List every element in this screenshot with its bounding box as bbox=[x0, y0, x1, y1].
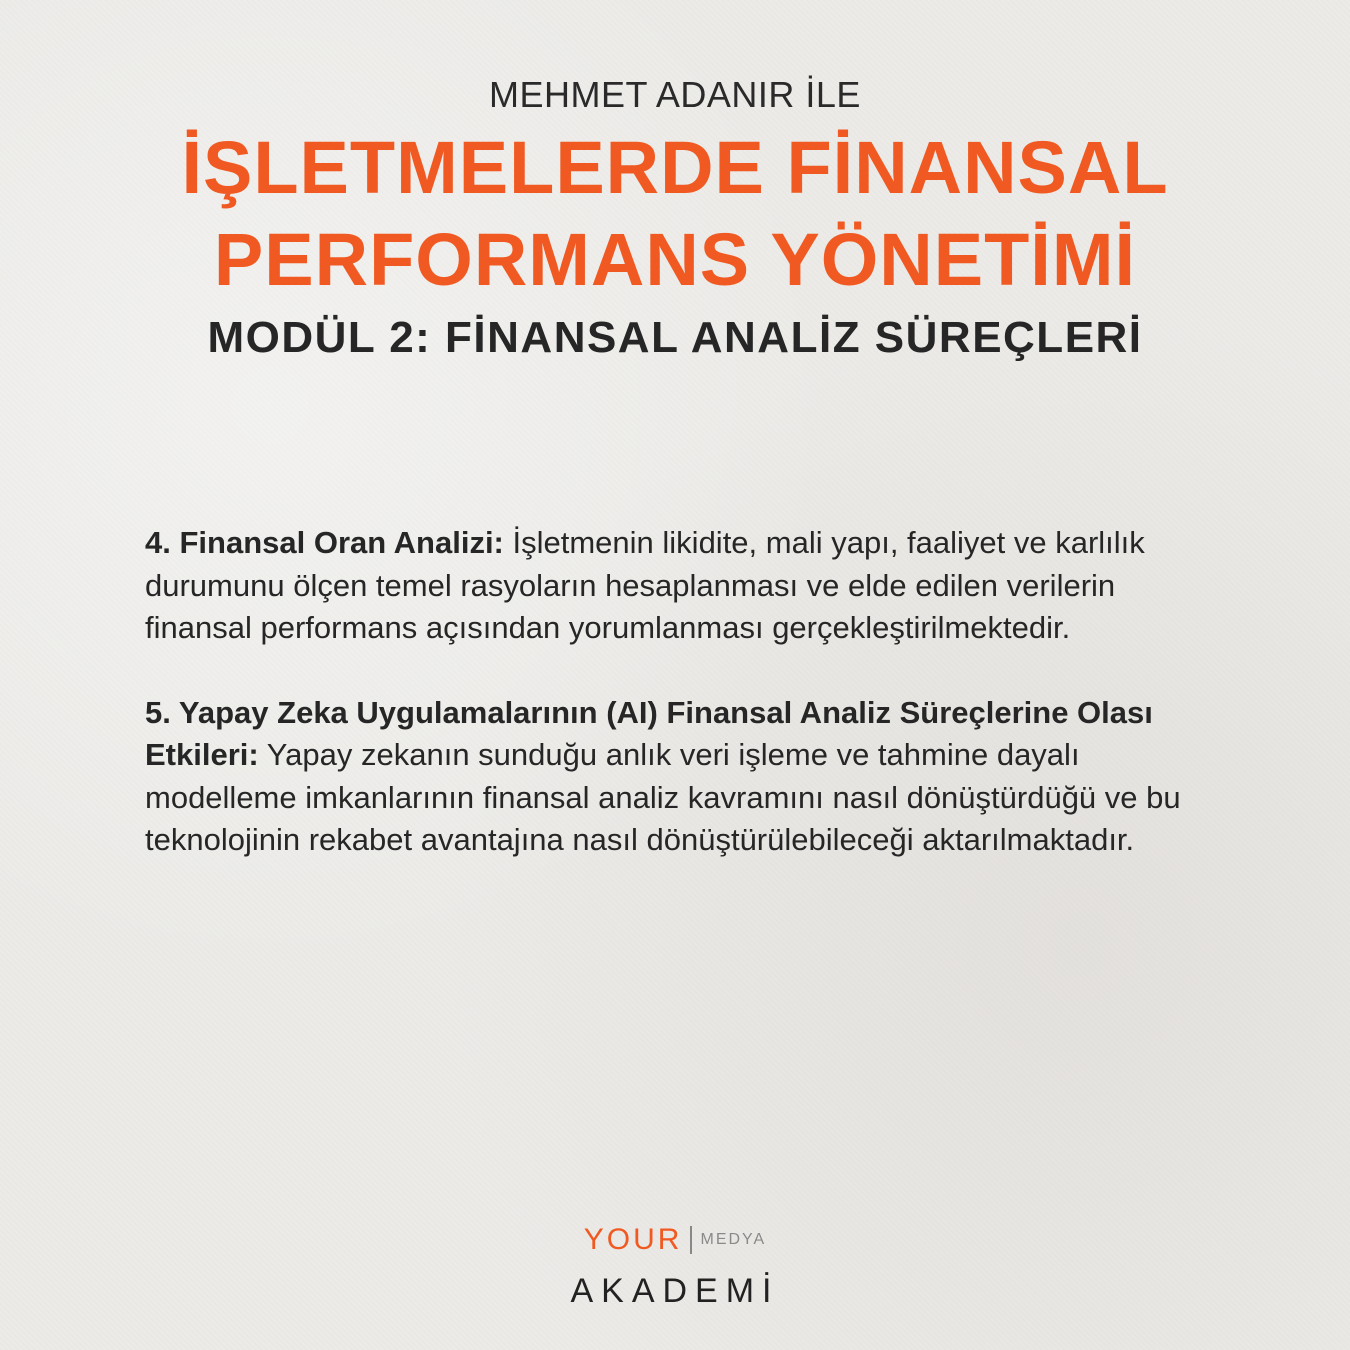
logo-your-text: YOUR bbox=[583, 1223, 683, 1256]
your-medya-logo bbox=[584, 1220, 766, 1260]
module-content bbox=[145, 522, 1225, 904]
course-title bbox=[0, 122, 1350, 306]
content-item bbox=[145, 522, 1225, 650]
content-item bbox=[145, 692, 1225, 862]
header bbox=[0, 72, 1350, 366]
course-title-line1: İŞLETMELERDE FİNANSAL bbox=[181, 126, 1169, 209]
akademi-wordmark: AKADEMİ bbox=[570, 1272, 780, 1310]
item-body: İşletmenin likidite, mali yapı, faaliyet ve karlılık durumunu ölçen temel rasyoların hesaplanması ve elde edilen verilerin finansal performans açısından yorumlanması gerçekleştirilmektedir. bbox=[145, 525, 1145, 645]
logo-divider bbox=[690, 1226, 692, 1254]
footer-brand bbox=[0, 1220, 1350, 1311]
instructor-subtitle: MEHMET ADANIR İLE bbox=[489, 74, 861, 115]
item-heading: 5. Yapay Zeka Uygulamalarının (AI) Finansal Analiz Süreçlerine Olası Etkileri: bbox=[145, 694, 1153, 772]
course-title-line2: PERFORMANS YÖNETİMİ bbox=[213, 218, 1137, 301]
item-body: Yapay zekanın sunduğu anlık veri işleme ve tahmine dayalı modelleme imkanlarının finansal analiz kavramını nasıl dönüştürdüğü ve bu teknolojinin rekabet avantajına nasıl dönüştürülebileceği aktarılmaktadır. bbox=[145, 737, 1181, 857]
item-heading: 4. Finansal Oran Analizi: bbox=[145, 525, 504, 560]
module-title: MODÜL 2: FİNANSAL ANALİZ SÜREÇLERİ bbox=[207, 313, 1143, 362]
logo-medya-text: MEDYA bbox=[700, 1231, 767, 1248]
